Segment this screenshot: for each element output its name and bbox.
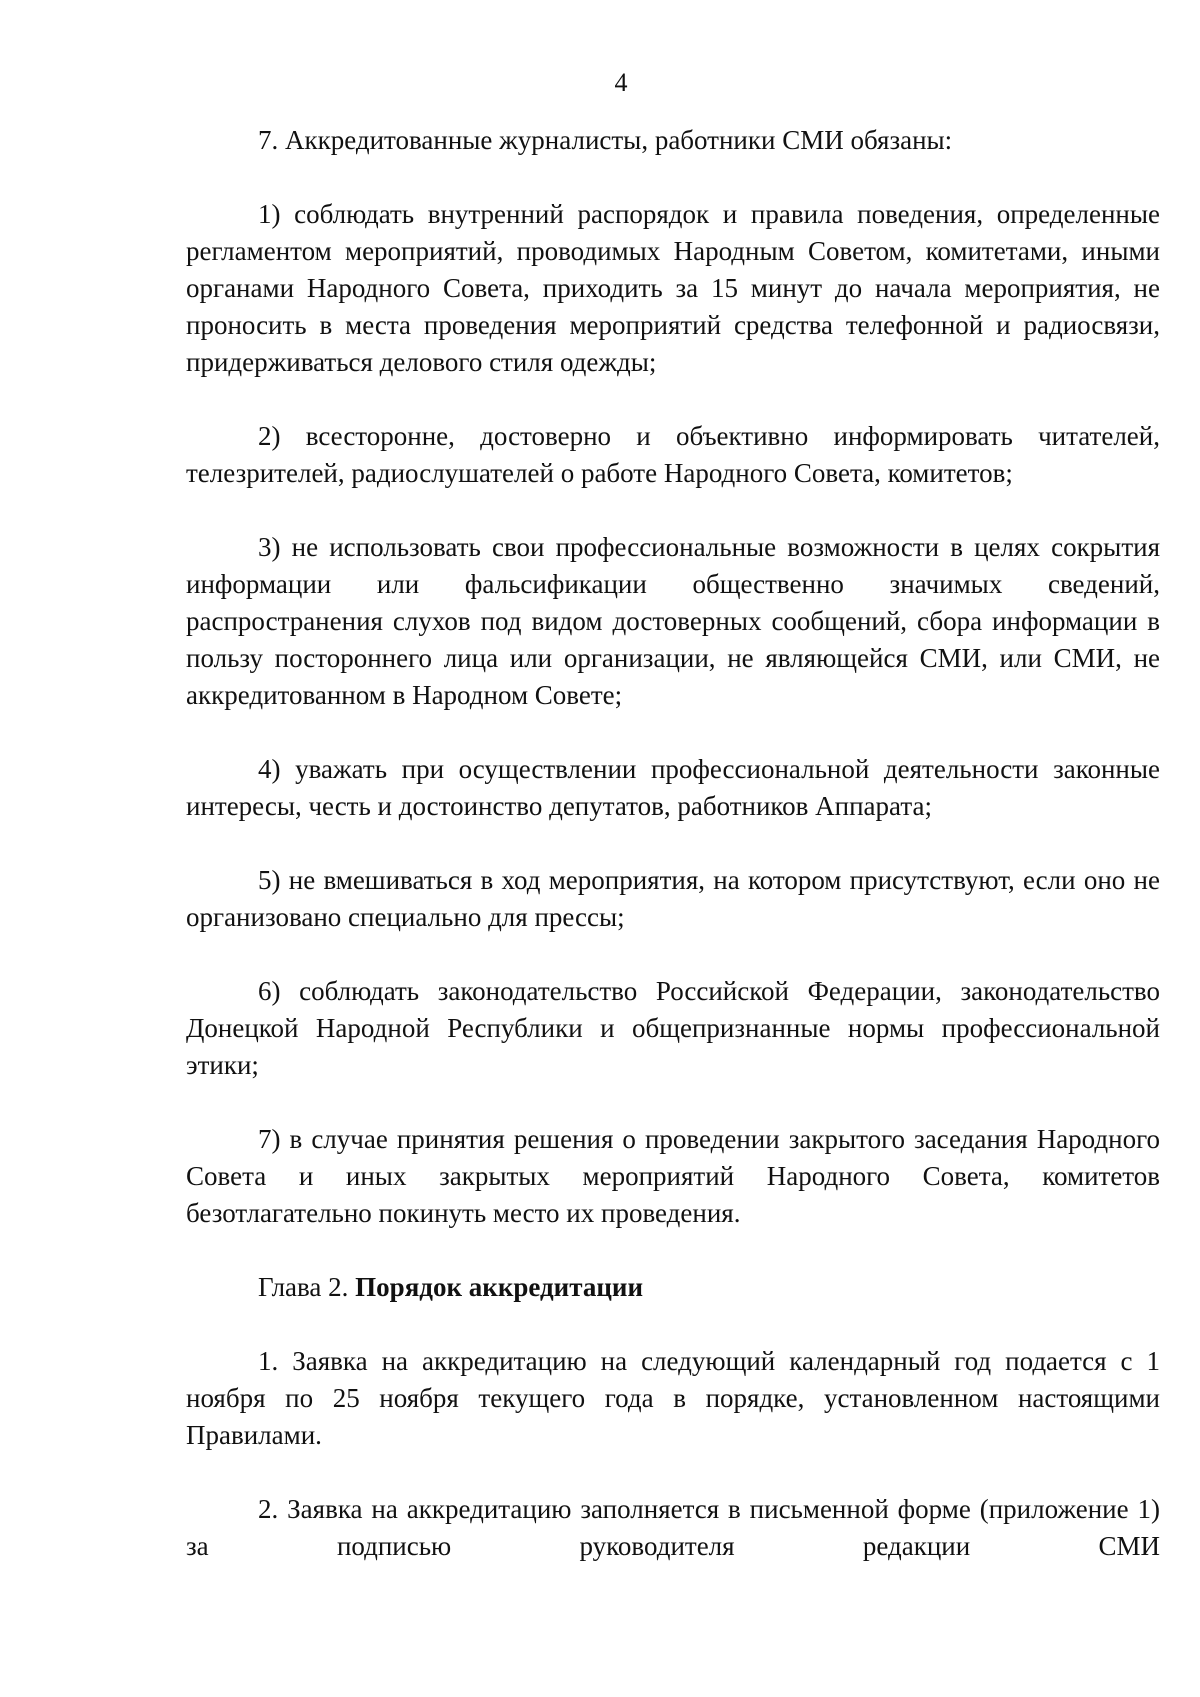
paragraph-duty-6: 6) соблюдать законодательство Российской Федерации, законодательство Донецкой Народной Республики и общепризнанные нормы профессиональной этики; [186,976,1160,1080]
chapter-heading [186,1269,1160,1306]
paragraph-duty-4: 4) уважать при осуществлении профессиональной деятельности законные интересы, честь и достоинство депутатов, работников Аппарата; [186,754,1160,821]
paragraph-duty-7: 7) в случае принятия решения о проведении закрытого заседания Народного Совета и иных закрытых мероприятий Народного Совета, комитетов безотлагательно покинуть место их проведения. [186,1124,1160,1228]
paragraph-duty-2: 2) всесторонне, достоверно и объективно информировать читателей, телезрителей, радиослушателей о работе Народного Совета, комитетов; [186,421,1160,488]
paragraph-duties-intro: 7. Аккредитованные журналисты, работники СМИ обязаны: [258,125,953,155]
chapter-prefix: Глава 2. [258,1272,356,1302]
paragraph-duty-3: 3) не использовать свои профессиональные возможности в целях сокрытия информации или фальсификации общественно значимых сведений, распространения слухов под видом достоверных сообщений, сбора информации в пользу постороннего лица или организации, не являющейся СМИ, или СМИ, не аккредитованном в Народном Совете; [186,532,1160,710]
chapter-title: Порядок аккредитации [355,1272,643,1302]
paragraph-duty-5: 5) не вмешиваться в ход мероприятия, на котором присутствуют, если оно не организовано специально для прессы; [186,865,1160,932]
paragraph-application-form: 2. Заявка на аккредитацию заполняется в письменной форме (приложение 1) за подписью руководителя редакции СМИ [186,1494,1160,1561]
document-body [186,122,1160,1602]
paragraph-application-period: 1. Заявка на аккредитацию на следующий календарный год подается с 1 ноября по 25 ноября текущего года в порядке, установленном настоящими Правилами. [186,1346,1160,1450]
page-number: 4 [614,68,628,97]
paragraph-duty-1: 1) соблюдать внутренний распорядок и правила поведения, определенные регламентом мероприятий, проводимых Народным Советом, комитетами, иными органами Народного Совета, приходить за 15 минут до начала мероприятия, не проносить в места проведения мероприятий средства телефонной и радиосвязи, придерживаться делового стиля одежды; [186,199,1160,377]
